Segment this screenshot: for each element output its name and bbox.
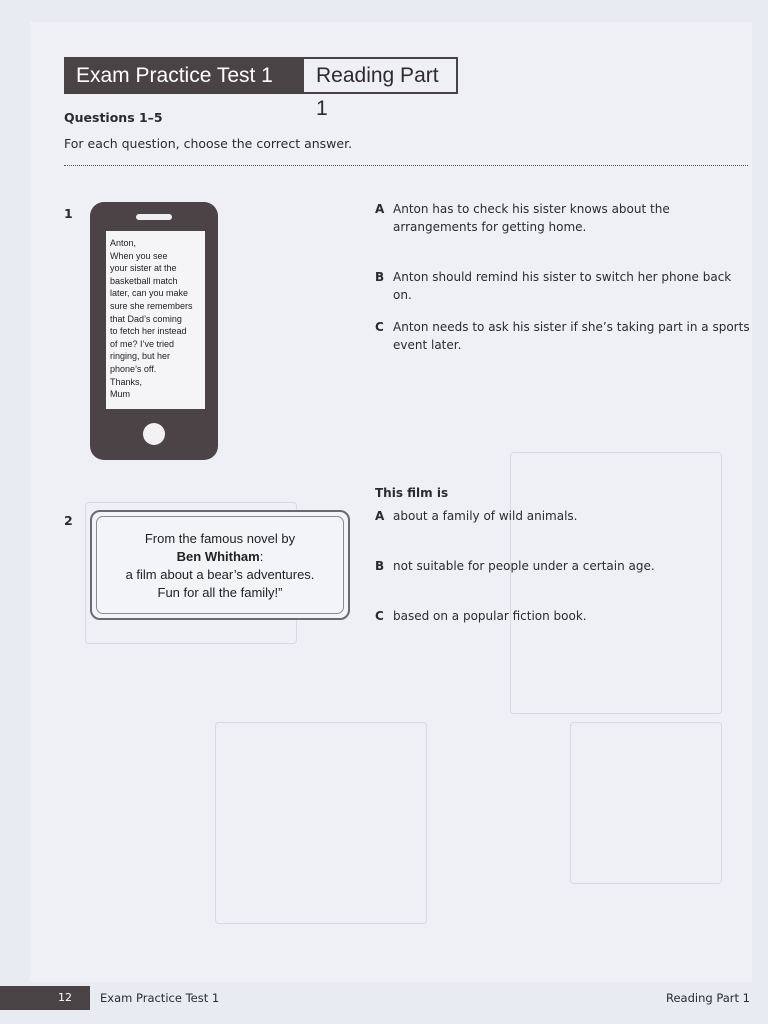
option-letter: C (375, 320, 384, 334)
option-text: Anton has to check his sister knows about the arrangements for getting home. (393, 202, 670, 234)
film-notice (90, 510, 350, 620)
notice-author-line (97, 548, 343, 566)
q2-option-b[interactable] (375, 557, 750, 575)
option-text: based on a popular fiction book. (393, 609, 587, 623)
phone-home-button (143, 423, 165, 445)
show-through-panel (215, 722, 427, 924)
dotted-divider (64, 165, 748, 166)
option-letter: A (375, 509, 385, 523)
part-title: Reading Part 1 (304, 57, 458, 94)
question-number-1: 1 (64, 206, 73, 221)
phone-speaker (136, 214, 172, 220)
option-text: about a family of wild animals. (393, 509, 578, 523)
q2-stem: This film is (375, 486, 449, 500)
q1-option-a[interactable] (375, 200, 750, 236)
notice-line-1: From the famous novel by (144, 531, 296, 546)
option-letter: C (375, 609, 384, 623)
option-letter: B (375, 270, 385, 284)
footer-left-text: Exam Practice Test 1 (100, 991, 220, 1005)
q1-option-b[interactable] (375, 268, 750, 304)
page-number: 12 (58, 991, 72, 1004)
option-letter: A (375, 202, 385, 216)
notice-line-3: a film about a bear’s adventures. (125, 567, 315, 582)
notice-frame (96, 516, 344, 614)
option-text: Anton should remind his sister to switch her phone back on. (393, 270, 732, 302)
page-sheet (30, 22, 752, 982)
q2-option-c[interactable] (375, 607, 750, 625)
question-number-2: 2 (64, 513, 73, 528)
q2-option-a[interactable] (375, 507, 750, 525)
q1-option-c[interactable] (375, 318, 750, 354)
text-message: Anton, When you see your sister at the basketball match later, can you make sure she remembers that Dad’s coming to fetch her instead of me? I’ve tried ringing, but her phone’s off. Thanks, Mum (106, 231, 205, 409)
option-text: not suitable for people under a certain age. (393, 559, 655, 573)
option-text: Anton needs to ask his sister if she’s taking part in a sports event later. (393, 320, 750, 352)
instruction-text: For each question, choose the correct answer. (64, 136, 353, 151)
questions-heading: Questions 1–5 (64, 110, 163, 125)
show-through-panel (510, 452, 722, 714)
phone-illustration (90, 202, 218, 460)
notice-colon: : (259, 549, 264, 564)
option-letter: B (375, 559, 385, 573)
show-through-panel (570, 722, 722, 884)
footer-right-text: Reading Part 1 (665, 991, 750, 1005)
footer-bar (0, 986, 90, 1010)
notice-author: Ben Whitham (176, 549, 260, 564)
test-title: Exam Practice Test 1 (64, 57, 304, 94)
notice-line-4: Fun for all the family!” (157, 585, 283, 600)
